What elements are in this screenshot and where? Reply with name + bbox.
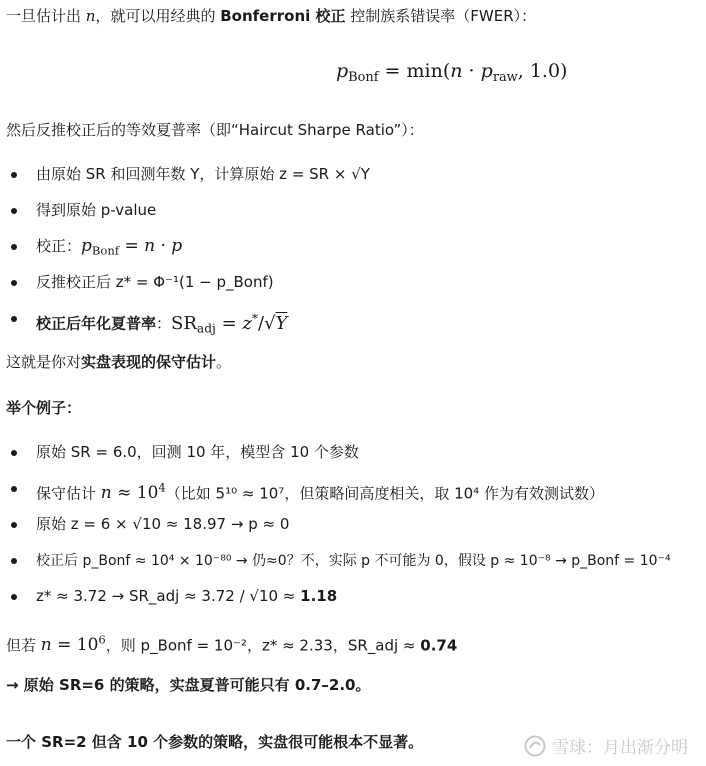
step-3-p: p	[81, 236, 92, 256]
intro-paragraph	[6, 4, 536, 28]
step-5-star: *	[251, 311, 258, 325]
intro-mid: ，就可以用经典的	[95, 7, 221, 25]
conclusion-1-text: → 原始 SR=6 的策略，实盘夏普可能只有 0.7–2.0。	[6, 676, 371, 694]
example-5-bold: 1.18	[300, 587, 338, 605]
step-5-sqrt: √	[264, 312, 276, 334]
bonferroni-bold: Bonferroni 校正	[220, 7, 346, 25]
example-2-exp: 4	[158, 481, 166, 495]
step-3-label: 校正：	[36, 237, 82, 255]
formula-rest: , 1.0)	[517, 60, 568, 82]
watermark-text: 雪球：月出渐分明	[552, 738, 688, 758]
example-2-n: n	[100, 483, 112, 504]
list-item	[6, 548, 671, 573]
snowball-logo-icon	[524, 735, 546, 757]
bonferroni-formula	[336, 60, 567, 85]
step-5-y: Y	[275, 312, 288, 334]
watermark	[524, 733, 688, 758]
conclusion-1	[6, 673, 370, 697]
if-case-n: n	[40, 635, 52, 656]
intro-prefix: 一旦估计出	[6, 7, 86, 25]
list-item	[6, 512, 289, 536]
formula-n: n	[450, 60, 463, 82]
formula-p: p	[480, 60, 493, 82]
formula-eq: = min(	[378, 60, 451, 82]
example-heading	[6, 396, 81, 420]
list-item	[6, 306, 287, 340]
conservative-prefix: 这就是你对	[6, 353, 82, 371]
formula-lhs-sub: Bonf	[348, 69, 379, 85]
step-3-sub: Bonf	[91, 243, 120, 258]
step-5-colon: ：	[156, 314, 172, 333]
step-5-z: z	[242, 312, 252, 334]
if-case-exp: 6	[98, 633, 106, 647]
step-3-eq: =	[119, 236, 145, 256]
list-item	[6, 476, 604, 505]
intro-var-n: n	[85, 7, 96, 25]
list-item	[6, 198, 156, 222]
list-item	[6, 270, 274, 294]
step-1-text: 由原始 SR 和回测年数 Y，计算原始 z = SR × √Y	[36, 165, 370, 183]
formula-dot: ·	[462, 60, 481, 82]
if-case-mid: ，则 p_Bonf = 10⁻²，z* ≈ 2.33，SR_adj ≈	[105, 636, 421, 655]
formula-lhs: p	[336, 60, 349, 82]
step-4-text: 反推校正后 z* = Φ⁻¹(1 − p_Bonf)	[36, 273, 274, 291]
example-1-text: 原始 SR = 6.0，回测 10 年，模型含 10 个参数	[36, 443, 359, 461]
step-5-slash: /	[257, 312, 265, 334]
conservative-bold: 实盘表现的保守估计	[81, 353, 217, 371]
step-5-sr: SR	[171, 312, 197, 334]
example-4-text: 校正后 p_Bonf ≈ 10⁴ × 10⁻⁸⁰ → 仍≈0？不，实际 p 不可能为 0，假设 p ≈ 10⁻⁸ → p_Bonf = 10⁻⁴	[36, 553, 671, 569]
if-case-paragraph	[6, 628, 457, 657]
if-case-eq: = 10	[51, 635, 99, 656]
list-item	[6, 162, 370, 186]
intro-suffix: 控制族系错误率（FWER）：	[345, 7, 537, 25]
step-3-p2: p	[171, 236, 183, 256]
example-5-prefix: z* ≈ 3.72 → SR_adj ≈ 3.72 / √10 ≈	[36, 587, 301, 605]
if-case-prefix: 但若	[6, 636, 41, 655]
example-2-prefix: 保守估计	[36, 484, 101, 503]
step-2-text: 得到原始 p-value	[36, 201, 157, 219]
formula-p-sub: raw	[492, 69, 518, 85]
if-case-bold: 0.74	[420, 636, 458, 655]
list-item	[6, 584, 337, 608]
conservative-paragraph	[6, 350, 231, 374]
list-item	[6, 234, 182, 262]
list-item	[6, 440, 359, 464]
step-3-n: n	[144, 236, 156, 256]
conclusion-2-text: 一个 SR=2 但含 10 个参数的策略，实盘很可能根本不显著。	[6, 733, 424, 751]
step-5-bold: 校正后年化夏普率	[36, 314, 157, 333]
reverse-intro: 然后反推校正后的等效夏普率（即“Haircut Sharpe Ratio”）：	[6, 121, 424, 139]
conservative-suffix: 。	[216, 353, 232, 371]
example-heading-text: 举个例子：	[6, 399, 82, 417]
conclusion-2	[6, 730, 423, 754]
example-3-text: 原始 z = 6 × √10 ≈ 18.97 → p ≈ 0	[36, 515, 290, 533]
step-5-sub: adj	[196, 321, 216, 336]
example-2-suffix: （比如 5¹⁰ ≈ 10⁷，但策略间高度相关，取 10⁴ 作为有效测试数）	[165, 484, 604, 503]
step-5-eq: =	[215, 312, 243, 334]
step-3-dot: ·	[155, 236, 172, 256]
example-2-approx: ≈ 10	[111, 483, 159, 504]
